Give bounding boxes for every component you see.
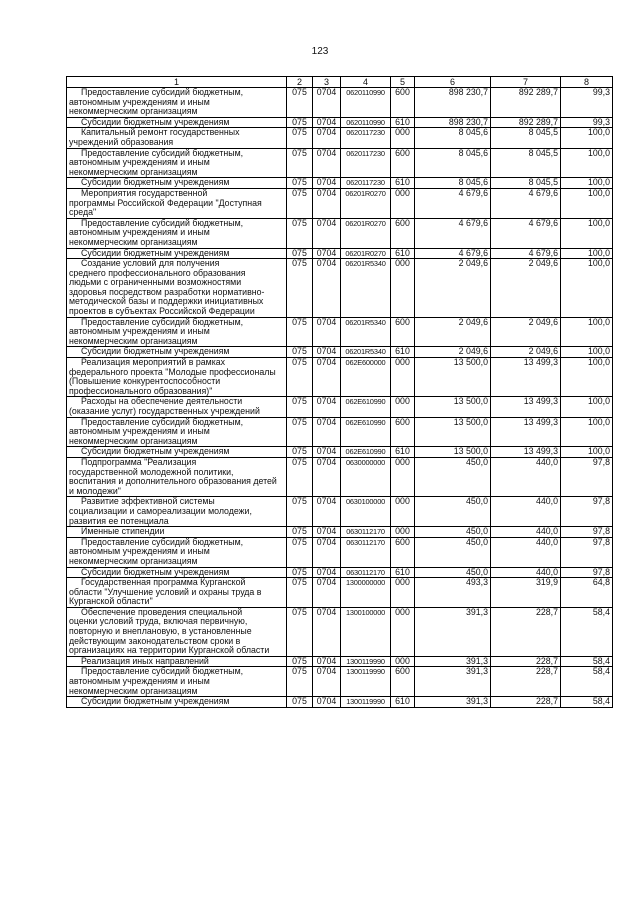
table-row <box>67 697 613 708</box>
page-number: 123 <box>311 46 329 57</box>
section-cell: 0704 <box>313 358 341 397</box>
expense-type-cell: 000 <box>391 527 415 538</box>
percent-cell: 100,0 <box>561 218 613 248</box>
target-article-cell: 0630112170 <box>341 527 391 538</box>
target-article-cell: 0630112170 <box>341 537 391 567</box>
table-row <box>67 537 613 567</box>
table-row <box>67 248 613 259</box>
grbs-cell: 075 <box>287 527 313 538</box>
table-row <box>67 188 613 218</box>
target-article-cell: 0620117230 <box>341 148 391 178</box>
expense-type-cell: 000 <box>391 607 415 656</box>
section-cell: 0704 <box>313 347 341 358</box>
actual-amount-cell: 228,7 <box>491 607 561 656</box>
description-line: оценки условий труда, включая первичную, <box>69 616 248 627</box>
actual-amount-cell: 319,9 <box>491 578 561 608</box>
grbs-cell: 075 <box>287 397 313 417</box>
section-cell: 0704 <box>313 656 341 667</box>
description-line: профессионального образования)" <box>69 385 213 396</box>
expense-type-cell: 000 <box>391 497 415 527</box>
plan-amount-cell: 898 230,7 <box>415 117 491 128</box>
description-line: здоровья посредством разработки нормативно- <box>69 286 265 297</box>
grbs-cell: 075 <box>287 259 313 318</box>
plan-amount-cell: 450,0 <box>415 567 491 578</box>
description-line: Субсидии бюджетным учреждениям <box>81 117 230 127</box>
plan-amount-cell: 13 500,0 <box>415 358 491 397</box>
description-line: области "Улучшение условий и охраны труда в <box>69 586 262 597</box>
actual-amount-cell: 440,0 <box>491 497 561 527</box>
table-body <box>67 77 613 708</box>
plan-amount-cell: 4 679,6 <box>415 218 491 248</box>
actual-amount-cell: 2 049,6 <box>491 317 561 347</box>
expense-type-cell: 610 <box>391 117 415 128</box>
target-article-cell: 062E610990 <box>341 447 391 458</box>
expense-type-cell: 610 <box>391 347 415 358</box>
section-cell: 0704 <box>313 537 341 567</box>
actual-amount-cell: 8 045,5 <box>491 148 561 178</box>
column-header: 2 <box>287 77 313 88</box>
table-row <box>67 128 613 148</box>
section-cell: 0704 <box>313 417 341 447</box>
grbs-cell: 075 <box>287 117 313 128</box>
target-article-cell: 06201R5340 <box>341 259 391 318</box>
actual-amount-cell: 4 679,6 <box>491 188 561 218</box>
actual-amount-cell: 440,0 <box>491 567 561 578</box>
plan-amount-cell: 450,0 <box>415 527 491 538</box>
description-line: Развитие эффективной системы <box>81 496 215 507</box>
plan-amount-cell: 4 679,6 <box>415 248 491 259</box>
plan-amount-cell: 898 230,7 <box>415 88 491 118</box>
section-cell: 0704 <box>313 317 341 347</box>
column-header: 8 <box>561 77 613 88</box>
header-row <box>67 77 613 88</box>
plan-amount-cell: 8 045,6 <box>415 178 491 189</box>
table-row <box>67 347 613 358</box>
table-row <box>67 117 613 128</box>
description-line: Предоставление субсидий бюджетным, <box>81 148 244 158</box>
table-row <box>67 457 613 496</box>
description-line: автономным учреждениям и иным <box>69 157 210 168</box>
section-cell: 0704 <box>313 697 341 708</box>
percent-cell: 100,0 <box>561 447 613 458</box>
grbs-cell: 075 <box>287 347 313 358</box>
table-row <box>67 259 613 318</box>
row-description <box>67 417 287 447</box>
table-row <box>67 178 613 189</box>
plan-amount-cell: 13 500,0 <box>415 417 491 447</box>
description-line: Капитальный ремонт государственных <box>81 127 240 138</box>
row-description <box>67 358 287 397</box>
actual-amount-cell: 2 049,6 <box>491 259 561 318</box>
table-row <box>67 578 613 608</box>
description-line: Предоставление субсидий бюджетным, <box>81 317 244 327</box>
section-cell: 0704 <box>313 88 341 118</box>
target-article-cell: 062E610990 <box>341 417 391 447</box>
description-line: Предоставление субсидий бюджетным, <box>81 218 244 228</box>
grbs-cell: 075 <box>287 417 313 447</box>
description-line: некоммерческим организациям <box>69 166 198 177</box>
expense-type-cell: 600 <box>391 537 415 567</box>
row-description <box>67 447 287 458</box>
description-line: государственной молодежной политики, <box>69 466 234 477</box>
plan-amount-cell: 391,3 <box>415 667 491 697</box>
row-description <box>67 259 287 318</box>
target-article-cell: 06201R0270 <box>341 218 391 248</box>
actual-amount-cell: 8 045,5 <box>491 128 561 148</box>
target-article-cell: 06201R0270 <box>341 188 391 218</box>
percent-cell: 100,0 <box>561 128 613 148</box>
plan-amount-cell: 13 500,0 <box>415 397 491 417</box>
description-line: Предоставление субсидий бюджетным, <box>81 87 244 97</box>
grbs-cell: 075 <box>287 358 313 397</box>
expense-type-cell: 610 <box>391 447 415 458</box>
target-article-cell: 06201R5340 <box>341 317 391 347</box>
grbs-cell: 075 <box>287 457 313 496</box>
table-row <box>67 317 613 347</box>
row-description <box>67 248 287 259</box>
grbs-cell: 075 <box>287 88 313 118</box>
description-line: среда" <box>69 207 97 218</box>
percent-cell: 97,8 <box>561 497 613 527</box>
description-line: повторную и внеплановую, в установленные <box>69 626 252 637</box>
description-line: автономным учреждениям и иным <box>69 426 210 437</box>
description-line: организациях на территории Курганской области <box>69 645 270 656</box>
description-line: Субсидии бюджетным учреждениям <box>81 446 230 457</box>
description-line: Государственная программа Курганской <box>81 577 246 588</box>
grbs-cell: 075 <box>287 667 313 697</box>
grbs-cell: 075 <box>287 656 313 667</box>
grbs-cell: 075 <box>287 578 313 608</box>
section-cell: 0704 <box>313 248 341 259</box>
column-header: 5 <box>391 77 415 88</box>
target-article-cell: 06201R5340 <box>341 347 391 358</box>
actual-amount-cell: 892 289,7 <box>491 117 561 128</box>
target-article-cell: 0630112170 <box>341 567 391 578</box>
row-description <box>67 527 287 538</box>
actual-amount-cell: 13 499,3 <box>491 358 561 397</box>
section-cell: 0704 <box>313 188 341 218</box>
table-row <box>67 148 613 178</box>
expense-type-cell: 000 <box>391 397 415 417</box>
section-cell: 0704 <box>313 497 341 527</box>
target-article-cell: 0630100000 <box>341 497 391 527</box>
percent-cell: 58,4 <box>561 667 613 697</box>
description-line: Создание условий для получения <box>81 258 220 269</box>
row-description <box>67 317 287 347</box>
plan-amount-cell: 13 500,0 <box>415 447 491 458</box>
description-line: Субсидии бюджетным учреждениям <box>81 177 230 188</box>
description-line: проектов в субъектах Российской Федерации <box>69 306 255 317</box>
plan-amount-cell: 8 045,6 <box>415 128 491 148</box>
expense-type-cell: 000 <box>391 259 415 318</box>
plan-amount-cell: 391,3 <box>415 697 491 708</box>
expense-type-cell: 610 <box>391 697 415 708</box>
actual-amount-cell: 440,0 <box>491 457 561 496</box>
percent-cell: 97,8 <box>561 457 613 496</box>
description-line: Реализация иных направлений <box>81 656 209 666</box>
plan-amount-cell: 2 049,6 <box>415 347 491 358</box>
grbs-cell: 075 <box>287 497 313 527</box>
expense-type-cell: 600 <box>391 667 415 697</box>
description-line: людьми с ограниченными возможностями <box>69 277 242 288</box>
expense-type-cell: 600 <box>391 317 415 347</box>
plan-amount-cell: 450,0 <box>415 497 491 527</box>
expense-type-cell: 000 <box>391 578 415 608</box>
target-article-cell: 1300119990 <box>341 697 391 708</box>
description-line: некоммерческим организациям <box>69 555 198 566</box>
description-line: некоммерческим организациям <box>69 106 198 117</box>
target-article-cell: 062E600000 <box>341 358 391 397</box>
plan-amount-cell: 391,3 <box>415 656 491 667</box>
row-description <box>67 457 287 496</box>
section-cell: 0704 <box>313 148 341 178</box>
expense-type-cell: 000 <box>391 457 415 496</box>
target-article-cell: 1300119990 <box>341 656 391 667</box>
description-line: Обеспечение проведения специальной <box>81 607 243 617</box>
table-row <box>67 567 613 578</box>
table-row <box>67 447 613 458</box>
percent-cell: 100,0 <box>561 358 613 397</box>
target-article-cell: 0630000000 <box>341 457 391 496</box>
expense-type-cell: 000 <box>391 188 415 218</box>
description-line: некоммерческим организациям <box>69 685 198 696</box>
description-line: воспитания и дополнительного образования детей <box>69 476 277 487</box>
description-line: (Повышение конкурентоспособности <box>69 376 221 387</box>
description-line: действующим законодательством сроки в <box>69 635 241 646</box>
description-line: Предоставление субсидий бюджетным, <box>81 666 244 677</box>
actual-amount-cell: 4 679,6 <box>491 218 561 248</box>
section-cell: 0704 <box>313 178 341 189</box>
table-row <box>67 397 613 417</box>
row-description <box>67 347 287 358</box>
description-line: (оказание услуг) государственных учреждений <box>69 406 260 416</box>
row-description <box>67 697 287 708</box>
expense-type-cell: 610 <box>391 567 415 578</box>
section-cell: 0704 <box>313 607 341 656</box>
section-cell: 0704 <box>313 667 341 697</box>
percent-cell: 97,8 <box>561 537 613 567</box>
grbs-cell: 075 <box>287 317 313 347</box>
column-header: 1 <box>67 77 287 88</box>
row-description <box>67 117 287 128</box>
column-header: 3 <box>313 77 341 88</box>
description-line: Предоставление субсидий бюджетным, <box>81 537 244 547</box>
description-line: и молодежи" <box>69 485 121 496</box>
description-line: Субсидии бюджетным учреждениям <box>81 346 230 357</box>
plan-amount-cell: 2 049,6 <box>415 259 491 318</box>
section-cell: 0704 <box>313 567 341 578</box>
row-description <box>67 218 287 248</box>
description-line: автономным учреждениям и иным <box>69 96 210 107</box>
row-description <box>67 397 287 417</box>
row-description <box>67 178 287 189</box>
description-line: автономным учреждениям и иным <box>69 546 210 557</box>
plan-amount-cell: 8 045,6 <box>415 148 491 178</box>
description-line: Подпрограмма "Реализация <box>81 457 197 467</box>
description-line: федерального проекта "Молодые профессионалы <box>69 366 276 377</box>
grbs-cell: 075 <box>287 148 313 178</box>
percent-cell: 100,0 <box>561 178 613 189</box>
percent-cell: 64,8 <box>561 578 613 608</box>
expense-type-cell: 000 <box>391 128 415 148</box>
description-line: Именные стипендии <box>81 526 165 537</box>
expense-type-cell: 600 <box>391 88 415 118</box>
column-header: 4 <box>341 77 391 88</box>
target-article-cell: 06201R0270 <box>341 248 391 259</box>
percent-cell: 58,4 <box>561 607 613 656</box>
target-article-cell: 0620117230 <box>341 178 391 189</box>
target-article-cell: 1300119990 <box>341 667 391 697</box>
plan-amount-cell: 493,3 <box>415 578 491 608</box>
section-cell: 0704 <box>313 578 341 608</box>
description-line: среднего профессионального образования <box>69 267 246 278</box>
grbs-cell: 075 <box>287 178 313 189</box>
plan-amount-cell: 4 679,6 <box>415 188 491 218</box>
target-article-cell: 062E610990 <box>341 397 391 417</box>
percent-cell: 100,0 <box>561 317 613 347</box>
percent-cell: 100,0 <box>561 397 613 417</box>
row-description <box>67 537 287 567</box>
percent-cell: 99,3 <box>561 88 613 118</box>
description-line: учреждений образования <box>69 136 174 147</box>
row-description <box>67 148 287 178</box>
actual-amount-cell: 2 049,6 <box>491 347 561 358</box>
target-article-cell: 0620110990 <box>341 88 391 118</box>
plan-amount-cell: 450,0 <box>415 537 491 567</box>
actual-amount-cell: 13 499,3 <box>491 447 561 458</box>
row-description <box>67 578 287 608</box>
description-line: Предоставление субсидий бюджетным, <box>81 417 244 427</box>
percent-cell: 100,0 <box>561 347 613 358</box>
table-row <box>67 218 613 248</box>
percent-cell: 58,4 <box>561 656 613 667</box>
percent-cell: 100,0 <box>561 148 613 178</box>
description-line: Реализация мероприятий в рамках <box>81 357 226 368</box>
percent-cell: 97,8 <box>561 527 613 538</box>
actual-amount-cell: 228,7 <box>491 656 561 667</box>
description-line: некоммерческим организациям <box>69 335 198 346</box>
row-description <box>67 188 287 218</box>
table-row <box>67 527 613 538</box>
percent-cell: 99,3 <box>561 117 613 128</box>
row-description <box>67 497 287 527</box>
grbs-cell: 075 <box>287 188 313 218</box>
target-article-cell: 1300100000 <box>341 607 391 656</box>
description-line: некоммерческим организациям <box>69 435 198 446</box>
plan-amount-cell: 2 049,6 <box>415 317 491 347</box>
table-row <box>67 607 613 656</box>
percent-cell: 100,0 <box>561 259 613 318</box>
percent-cell: 100,0 <box>561 248 613 259</box>
actual-amount-cell: 4 679,6 <box>491 248 561 259</box>
section-cell: 0704 <box>313 447 341 458</box>
table-row <box>67 667 613 697</box>
grbs-cell: 075 <box>287 697 313 708</box>
percent-cell: 100,0 <box>561 417 613 447</box>
row-description <box>67 88 287 118</box>
description-line: программы Российской Федерации "Доступная <box>69 197 262 208</box>
description-line: развития ее потенциала <box>69 515 169 526</box>
actual-amount-cell: 8 045,5 <box>491 178 561 189</box>
expense-type-cell: 000 <box>391 656 415 667</box>
table-row <box>67 88 613 118</box>
description-line: автономным учреждениям и иным <box>69 227 210 238</box>
plan-amount-cell: 450,0 <box>415 457 491 496</box>
description-line: автономным учреждениям и иным <box>69 676 210 687</box>
section-cell: 0704 <box>313 527 341 538</box>
description-line: Расходы на обеспечение деятельности <box>81 396 243 407</box>
row-description <box>67 567 287 578</box>
section-cell: 0704 <box>313 218 341 248</box>
description-line: Субсидии бюджетным учреждениям <box>81 248 230 258</box>
row-description <box>67 667 287 697</box>
column-header: 7 <box>491 77 561 88</box>
actual-amount-cell: 13 499,3 <box>491 397 561 417</box>
table-row <box>67 497 613 527</box>
table-row <box>67 656 613 667</box>
percent-cell: 58,4 <box>561 697 613 708</box>
description-line: некоммерческим организациям <box>69 236 198 247</box>
section-cell: 0704 <box>313 457 341 496</box>
section-cell: 0704 <box>313 397 341 417</box>
description-line: социализации и самореализации молодежи, <box>69 505 252 516</box>
row-description <box>67 607 287 656</box>
actual-amount-cell: 892 289,7 <box>491 88 561 118</box>
grbs-cell: 075 <box>287 447 313 458</box>
description-line: Курганской области" <box>69 596 153 607</box>
grbs-cell: 075 <box>287 607 313 656</box>
actual-amount-cell: 13 499,3 <box>491 417 561 447</box>
grbs-cell: 075 <box>287 128 313 148</box>
plan-amount-cell: 391,3 <box>415 607 491 656</box>
grbs-cell: 075 <box>287 218 313 248</box>
description-line: Субсидии бюджетным учреждениям <box>81 696 230 707</box>
grbs-cell: 075 <box>287 248 313 259</box>
column-header: 6 <box>415 77 491 88</box>
section-cell: 0704 <box>313 128 341 148</box>
section-cell: 0704 <box>313 117 341 128</box>
description-line: автономным учреждениям и иным <box>69 326 210 337</box>
expense-type-cell: 610 <box>391 178 415 189</box>
expense-type-cell: 600 <box>391 148 415 178</box>
table-row <box>67 417 613 447</box>
actual-amount-cell: 440,0 <box>491 537 561 567</box>
description-line: Мероприятия государственной <box>81 188 208 198</box>
actual-amount-cell: 228,7 <box>491 667 561 697</box>
grbs-cell: 075 <box>287 537 313 567</box>
expense-type-cell: 600 <box>391 218 415 248</box>
description-line: методической базы и поддержки инициативных <box>69 296 264 307</box>
actual-amount-cell: 228,7 <box>491 697 561 708</box>
percent-cell: 97,8 <box>561 567 613 578</box>
expense-type-cell: 600 <box>391 417 415 447</box>
row-description <box>67 128 287 148</box>
target-article-cell: 0620117230 <box>341 128 391 148</box>
description-line: Субсидии бюджетным учреждениям <box>81 567 230 577</box>
expense-type-cell: 610 <box>391 248 415 259</box>
table-row <box>67 358 613 397</box>
target-article-cell: 1300000000 <box>341 578 391 608</box>
percent-cell: 100,0 <box>561 188 613 218</box>
row-description <box>67 656 287 667</box>
section-cell: 0704 <box>313 259 341 318</box>
budget-table <box>66 76 613 708</box>
grbs-cell: 075 <box>287 567 313 578</box>
target-article-cell: 0620110990 <box>341 117 391 128</box>
expense-type-cell: 000 <box>391 358 415 397</box>
actual-amount-cell: 440,0 <box>491 527 561 538</box>
